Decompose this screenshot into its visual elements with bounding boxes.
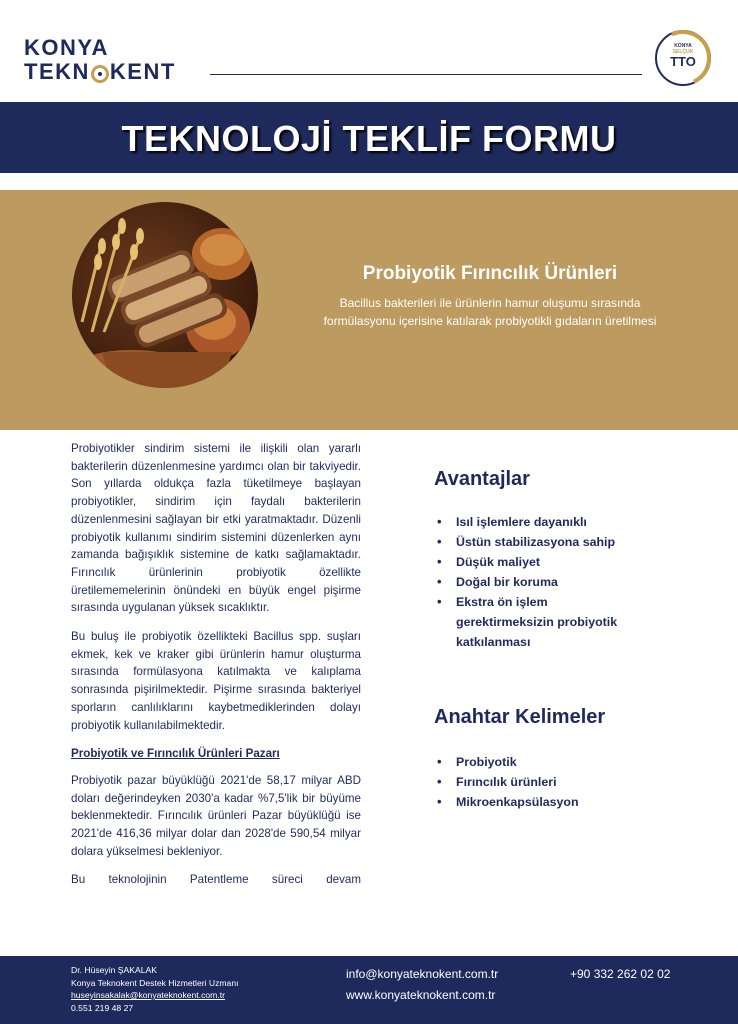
market-section-title: Probiyotik ve Fırıncılık Ürünleri Pazarı <box>71 747 280 761</box>
logo-line-2 <box>24 60 194 84</box>
company-contact <box>346 964 498 1006</box>
hero-subtitle-line-1: Bacillus bakterileri ile ürünlerin hamur oluşumu sırasında <box>339 296 641 310</box>
contact-email-link[interactable]: huseyinsakalak@konyateknokent.com.tr <box>71 990 225 1000</box>
tto-line-2: SELÇUK <box>672 49 694 55</box>
highlights-column <box>434 466 704 812</box>
selcuk-tto-logo <box>655 30 711 86</box>
title-band <box>0 102 738 173</box>
logo-ring-icon <box>91 65 109 83</box>
bread-illustration-icon <box>72 202 258 388</box>
advantages-heading: Avantajlar <box>434 468 530 490</box>
page-footer <box>0 956 738 1024</box>
tto-line-3: TTO <box>670 54 696 69</box>
tto-line-1: KONYA <box>674 43 692 49</box>
page-title: TEKNOLOJİ TEKLİF FORMU <box>121 118 617 159</box>
keywords-heading: Anahtar Kelimeler <box>434 706 606 728</box>
advantages-list <box>434 512 704 652</box>
contact-phone: 0.551 219 48 27 <box>71 1002 134 1013</box>
logo-line-2a: TEKN <box>24 59 90 84</box>
list-item: • Isıl işlemlere dayanıklı <box>434 512 704 532</box>
description-column <box>71 440 361 900</box>
hero-subtitle <box>280 294 700 330</box>
list-item: • Doğal bir koruma <box>434 572 704 592</box>
header-divider <box>210 74 642 75</box>
list-item: • Mikroenkapsülasyon <box>434 792 704 812</box>
contact-role: Konya Teknokent Destek Hizmetleri Uzmanı <box>71 977 239 988</box>
patent-paragraph: Bu teknolojinin Patentleme süreci devam <box>71 873 361 887</box>
konya-teknokent-logo <box>24 36 194 84</box>
page-header <box>0 0 738 102</box>
list-item: • Probiyotik <box>434 752 704 772</box>
list-item: • Üstün stabilizasyona sahip <box>434 532 704 552</box>
list-item: • Düşük maliyet <box>434 552 704 572</box>
invention-paragraph: Bu buluş ile probiyotik özellikteki Bacillus spp. suşları ekmek, kek ve kraker gibi ürünlerin hamur oluşturma sırasında formülasyona katılmakta ve kalıplama sonrasında pişirilmektedir. Pişirme sırasında bakteriyel sporların canlılıklarını kaybetmediklerinden dolayı probiyotik kullanılabilmektedir. <box>71 630 361 732</box>
hero-title: Probiyotik Fırıncılık Ürünleri <box>362 263 618 284</box>
contact-person <box>71 964 239 1014</box>
intro-paragraph: Probiyotikler sindirim sistemi ile ilişkili olan yararlı bakterilerin düzenlenmesine yardımcı olan bir takviyedir. Son yıllarda oldukça fazla tüketilmeye başlayan probiyotikler, sindirim için faydalı bakterilerin düzenlenmesini sağlayan bir etki yaratmaktadır. Düzenli probiyotik kullanımı sindirim sistemini düzenlerken aynı zamanda bağışıklık sistemine de katkı sağlamaktadır. Fırıncılık ürünlerinin probiyotik özellikte üretilememelerinin önündeki en büyük engel pişirme sırasında uygulanan yüksek sıcaklıktır. <box>71 442 361 615</box>
list-item: • Fırıncılık ürünleri <box>434 772 704 792</box>
list-item: • Ekstra ön işlem gerektirmeksizin probiyotik katkılanması <box>434 592 636 652</box>
market-paragraph: Probiyotik pazar büyüklüğü 2021'de 58,17 milyar ABD doları değerindeyken 2030'a kadar %7,5'lik bir büyüme beklenmektedir. Fırıncılık ürünleri Pazar büyüklüğü ise 2021'de 416,36 milyar dolar dan 2028'de 590,54 milyar dolara yükselmesi bekleniyor. <box>71 773 361 858</box>
hero-subtitle-line-2: formülasyonu içerisine katılarak probiyotikli gıdaların üretilmesi <box>323 314 657 328</box>
company-phone: +90 332 262 02 02 <box>570 967 671 981</box>
logo-line-2b: KENT <box>109 59 176 84</box>
info-email-link[interactable]: info@konyateknokent.com.tr <box>346 967 499 981</box>
contact-name: Dr. Hüseyin ŞAKALAK <box>71 965 157 975</box>
hero-banner <box>0 190 738 430</box>
logo-line-1: KONYA <box>24 35 109 60</box>
bread-photo <box>72 202 258 388</box>
website-link[interactable]: www.konyateknokent.com.tr <box>346 988 496 1002</box>
keywords-list <box>434 752 704 812</box>
